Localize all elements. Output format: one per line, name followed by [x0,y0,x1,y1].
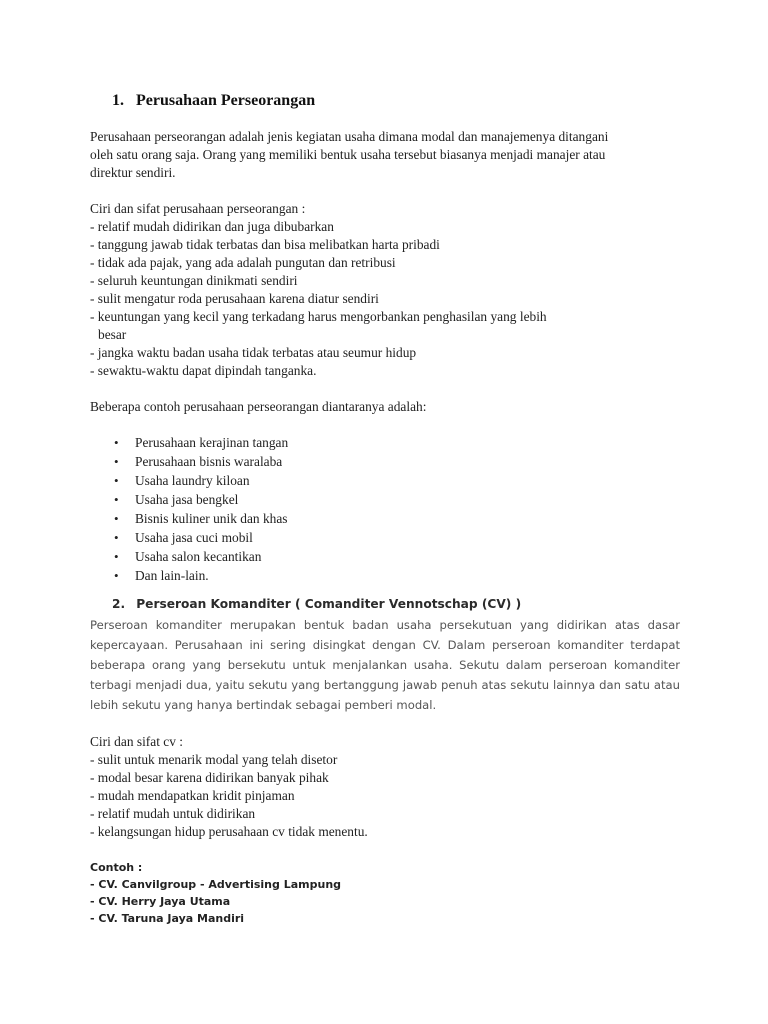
trait-item: - tanggung jawab tidak terbatas dan bisa melibatkan harta pribadi [90,237,440,252]
example-list-item: • Usaha laundry kiloan [114,471,680,490]
example-list-item: • Usaha jasa cuci mobil [114,528,680,547]
trait-item: - seluruh keuntungan dinikmati sendiri [90,273,298,288]
section2-number: 2. [112,597,126,611]
section1-heading [112,92,680,110]
example-list-item: • Usaha jasa bengkel [114,490,680,509]
trait-item: - jangka waktu badan usaha tidak terbatas atau seumur hidup [90,345,417,360]
trait-item: - sulit mengatur roda perusahaan karena diatur sendiri [90,291,379,306]
section1-title: Perusahaan Perseorangan [136,92,316,109]
section2-traits-list [90,751,680,841]
section1-traits-list [90,218,680,380]
section2-heading [112,597,680,611]
trait-item: - sewaktu-waktu dapat dipindah tanganka. [90,363,317,378]
example-list-item: • Bisnis kuliner unik dan khas [114,509,680,528]
section1-number: 1. [112,92,124,109]
section2-description: Perseroan komanditer merupakan bentuk badan usaha persekutuan yang didirikan atas dasar kepercayaan. Perusahaan ini sering disingkat dengan CV. Dalam perseroan komanditer terdapat beberapa orang yang bersekutu untuk menjalankan usaha. Sekutu dalam perseroan komanditer terbagi menjadi dua, yaitu sekutu yang bertanggung jawab penuh atas sekutu lainnya dan satu atau lebih sekutu yang hanya bertindak sebagai pemberi modal. [90,618,680,712]
trait-item: - modal besar karena didirikan banyak pihak [90,770,329,785]
cv-example-item: - CV. Herry Jaya Utama [90,895,231,908]
example-list-item: • Usaha salon kecantikan [114,547,680,566]
trait-item-continuation: besar [98,327,127,342]
cv-example-item: - CV. Taruna Jaya Mandiri [90,912,245,925]
trait-item: - tidak ada pajak, yang ada adalah pungutan dan retribusi [90,255,396,270]
trait-item: - relatif mudah untuk didirikan [90,806,256,821]
section1-intro-line: Perusahaan perseorangan adalah jenis kegiatan usaha dimana modal dan manajemenya ditangani [90,129,609,144]
document-content [90,92,680,927]
example-list-item: • Perusahaan kerajinan tangan [114,433,680,452]
cv-example-item: - CV. Canvilgroup - Advertising Lampung [90,878,342,891]
section2-examples-heading: Contoh : [90,861,143,874]
trait-item: - relatif mudah didirikan dan juga dibubarkan [90,219,334,234]
section1-intro-line: oleh satu orang saja. Orang yang memiliki bentuk usaha tersebut biasanya menjadi manajer atau [90,147,606,162]
trait-item: - sulit untuk menarik modal yang telah disetor [90,752,338,767]
trait-item: - kelangsungan hidup perusahaan cv tidak menentu. [90,824,368,839]
trait-item: - mudah mendapatkan kridit pinjaman [90,788,295,803]
section1-examples-list [114,433,680,585]
section1-intro [90,128,680,182]
trait-item: - keuntungan yang kecil yang terkadang harus mengorbankan penghasilan yang lebih [90,309,547,324]
section1-intro-line: direktur sendiri. [90,165,176,180]
example-list-item: • Dan lain-lain. [114,566,680,585]
section2-title: Perseroan Komanditer ( Comanditer Vennotschap (CV) ) [136,597,522,611]
section2-examples-list [90,876,680,927]
section1-traits-heading: Ciri dan sifat perusahaan perseorangan : [90,201,306,216]
section1-examples-heading: Beberapa contoh perusahaan perseorangan diantaranya adalah: [90,399,427,414]
example-list-item: • Perusahaan bisnis waralaba [114,452,680,471]
section2-traits-heading: Ciri dan sifat cv : [90,734,183,749]
